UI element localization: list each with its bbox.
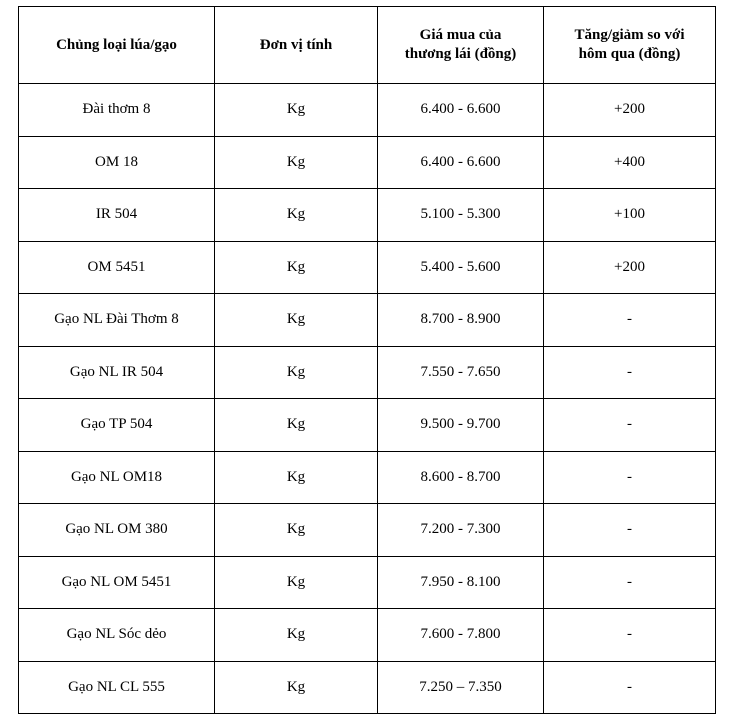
- cell-price: 6.400 - 6.600: [378, 84, 544, 137]
- cell-unit: Kg: [215, 294, 378, 347]
- cell-price: 7.600 - 7.800: [378, 609, 544, 662]
- column-header-price-line1: Giá mua của: [419, 27, 502, 44]
- cell-product: Gạo TP 504: [19, 399, 215, 452]
- table-row: [19, 609, 716, 662]
- cell-change: -: [544, 346, 716, 399]
- column-header-unit-line1: Đơn vị tính: [259, 36, 333, 53]
- cell-change: +400: [544, 136, 716, 189]
- cell-unit: Kg: [215, 399, 378, 452]
- cell-product: Gạo NL CL 555: [19, 661, 215, 714]
- cell-unit: Kg: [215, 661, 378, 714]
- cell-product: Đài thơm 8: [19, 84, 215, 137]
- cell-price: 5.400 - 5.600: [378, 241, 544, 294]
- cell-change: +200: [544, 84, 716, 137]
- cell-price: 7.250 – 7.350: [378, 661, 544, 714]
- column-header-change-line1: Tăng/giảm so với: [574, 27, 685, 44]
- column-header-price-line2: thương lái (đồng): [404, 46, 517, 62]
- cell-unit: Kg: [215, 189, 378, 242]
- table-body: [19, 84, 716, 714]
- price-table: [18, 6, 716, 714]
- cell-change: -: [544, 556, 716, 609]
- cell-product: Gạo NL Đài Thơm 8: [19, 294, 215, 347]
- column-header-product-line1: Chủng loại lúa/gạo: [56, 36, 177, 53]
- table-row: [19, 294, 716, 347]
- table-row: [19, 189, 716, 242]
- table-row: [19, 451, 716, 504]
- cell-product: IR 504: [19, 189, 215, 242]
- cell-price: 7.950 - 8.100: [378, 556, 544, 609]
- cell-change: -: [544, 504, 716, 557]
- cell-product: Gạo NL IR 504: [19, 346, 215, 399]
- cell-price: 8.700 - 8.900: [378, 294, 544, 347]
- column-header-change-line2: hôm qua (đồng): [578, 46, 681, 62]
- table-header: [19, 7, 716, 84]
- cell-price: 7.550 - 7.650: [378, 346, 544, 399]
- table-row: [19, 504, 716, 557]
- document-page: [0, 6, 735, 705]
- table-row: [19, 136, 716, 189]
- table-row: [19, 84, 716, 137]
- cell-unit: Kg: [215, 84, 378, 137]
- cell-product: Gạo NL Sóc dẻo: [19, 609, 215, 662]
- cell-change: +200: [544, 241, 716, 294]
- cell-price: 9.500 - 9.700: [378, 399, 544, 452]
- table-row: [19, 241, 716, 294]
- cell-change: -: [544, 399, 716, 452]
- cell-product: OM 5451: [19, 241, 215, 294]
- table-row: [19, 556, 716, 609]
- cell-change: -: [544, 451, 716, 504]
- column-header-price: [378, 7, 544, 84]
- cell-price: 6.400 - 6.600: [378, 136, 544, 189]
- column-header-change: [544, 7, 716, 84]
- cell-change: -: [544, 294, 716, 347]
- cell-product: OM 18: [19, 136, 215, 189]
- cell-unit: Kg: [215, 241, 378, 294]
- column-header-product: [19, 7, 215, 84]
- cell-price: 8.600 - 8.700: [378, 451, 544, 504]
- column-header-unit: [215, 7, 378, 84]
- cell-unit: Kg: [215, 504, 378, 557]
- cell-price: 7.200 - 7.300: [378, 504, 544, 557]
- table-row: [19, 399, 716, 452]
- cell-product: Gạo NL OM18: [19, 451, 215, 504]
- cell-unit: Kg: [215, 346, 378, 399]
- cell-product: Gạo NL OM 380: [19, 504, 215, 557]
- cell-change: -: [544, 609, 716, 662]
- cell-unit: Kg: [215, 136, 378, 189]
- cell-change: -: [544, 661, 716, 714]
- cell-price: 5.100 - 5.300: [378, 189, 544, 242]
- table-row: [19, 661, 716, 714]
- cell-unit: Kg: [215, 451, 378, 504]
- table-row: [19, 346, 716, 399]
- cell-change: +100: [544, 189, 716, 242]
- cell-product: Gạo NL OM 5451: [19, 556, 215, 609]
- cell-unit: Kg: [215, 556, 378, 609]
- header-row: [19, 7, 716, 84]
- cell-unit: Kg: [215, 609, 378, 662]
